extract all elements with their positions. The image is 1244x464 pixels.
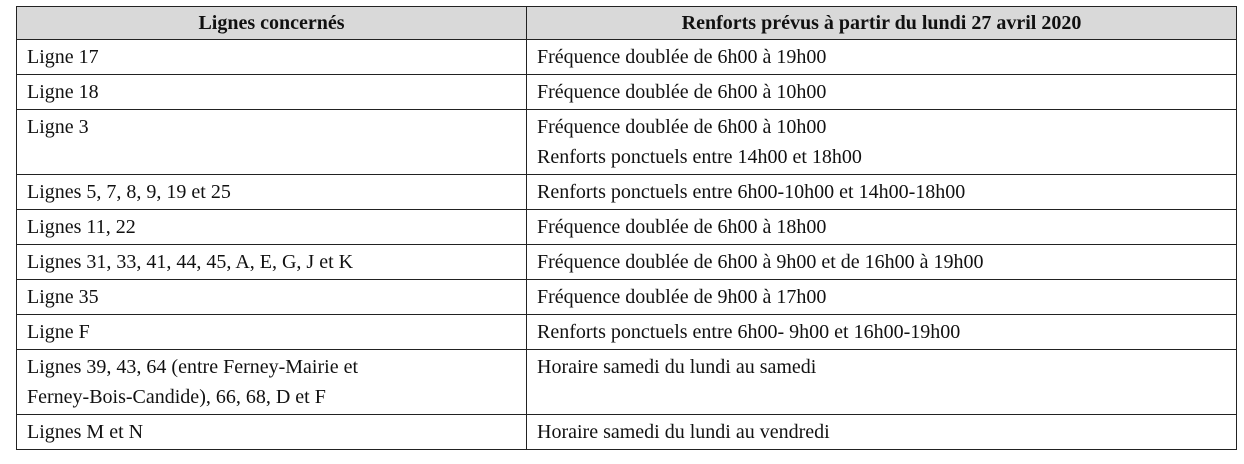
reinforcement-cell	[527, 175, 1237, 210]
reinforcement-text: Fréquence doublée de 9h00 à 17h00	[537, 286, 827, 308]
lines-text: Lignes 39, 43, 64 (entre Ferney-Mairie et	[27, 356, 359, 378]
reinforcement-cell	[527, 75, 1237, 110]
header-reinforcements: Renforts prévus à partir du lundi 27 avril 2020	[527, 7, 1237, 40]
table-body	[17, 40, 1237, 450]
reinforcement-cell	[527, 280, 1237, 315]
reinforcement-text: Renforts ponctuels entre 14h00 et 18h00	[537, 146, 862, 168]
lines-text: Lignes 11, 22	[27, 216, 136, 238]
lines-cell	[17, 245, 527, 280]
table-header	[17, 7, 1237, 40]
table-row	[17, 315, 1237, 350]
table-row	[17, 175, 1237, 210]
lines-cell	[17, 280, 527, 315]
header-lines: Lignes concernés	[17, 7, 527, 40]
lines-text: Ligne 17	[27, 46, 99, 68]
table-row	[17, 210, 1237, 245]
lines-cell	[17, 40, 527, 75]
reinforcement-text: Fréquence doublée de 6h00 à 10h00	[537, 116, 827, 138]
reinforcement-text: Fréquence doublée de 6h00 à 18h00	[537, 216, 827, 238]
lines-text: Lignes 5, 7, 8, 9, 19 et 25	[27, 181, 231, 203]
header-row	[17, 7, 1237, 40]
lines-cell	[17, 210, 527, 245]
reinforcement-table	[16, 6, 1237, 450]
table-row	[17, 350, 1237, 415]
reinforcement-text: Fréquence doublée de 6h00 à 9h00 et de 16h00 à 19h00	[537, 251, 984, 273]
table-row	[17, 110, 1237, 175]
reinforcement-text: Fréquence doublée de 6h00 à 19h00	[537, 46, 827, 68]
reinforcement-cell	[527, 350, 1237, 415]
lines-cell	[17, 75, 527, 110]
reinforcement-cell	[527, 110, 1237, 175]
reinforcement-cell	[527, 315, 1237, 350]
lines-text: Lignes 31, 33, 41, 44, 45, A, E, G, J et K	[27, 251, 354, 273]
reinforcement-cell	[527, 210, 1237, 245]
lines-text: Ligne 35	[27, 286, 99, 308]
lines-cell	[17, 315, 527, 350]
lines-cell	[17, 110, 527, 175]
lines-text: Ligne F	[27, 321, 90, 343]
reinforcement-text: Horaire samedi du lundi au vendredi	[537, 421, 830, 443]
lines-text: Lignes M et N	[27, 421, 144, 443]
reinforcement-text: Renforts ponctuels entre 6h00-10h00 et 14h00-18h00	[537, 181, 966, 203]
lines-cell	[17, 175, 527, 210]
table-row	[17, 280, 1237, 315]
lines-cell	[17, 415, 527, 450]
lines-text: Ligne 18	[27, 81, 99, 103]
reinforcement-cell	[527, 415, 1237, 450]
reinforcement-cell	[527, 40, 1237, 75]
reinforcement-text: Renforts ponctuels entre 6h00- 9h00 et 16h00-19h00	[537, 321, 961, 343]
lines-text: Ferney-Bois-Candide), 66, 68, D et F	[27, 386, 326, 408]
table-row	[17, 415, 1237, 450]
lines-cell	[17, 350, 527, 415]
lines-text: Ligne 3	[27, 116, 89, 138]
table-row	[17, 40, 1237, 75]
reinforcement-text: Fréquence doublée de 6h00 à 10h00	[537, 81, 827, 103]
table-row	[17, 75, 1237, 110]
reinforcement-cell	[527, 245, 1237, 280]
reinforcement-text: Horaire samedi du lundi au samedi	[537, 356, 817, 378]
table-row	[17, 245, 1237, 280]
